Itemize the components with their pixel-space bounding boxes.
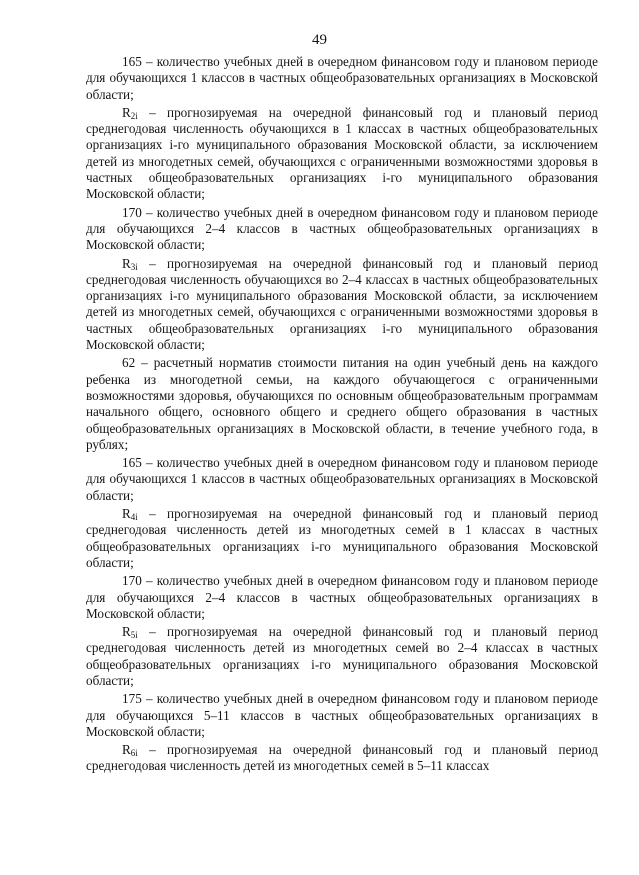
variable-definition-text: – прогнозируемая на очередной финансовый год и плановый период среднегодовая численность детей из многодетных семей во 2–4 классах в частных общеобразовательных организациях i-го муниципального образования Московской области; (86, 624, 598, 688)
variable-definition-paragraph (86, 506, 598, 571)
constant-definition-paragraph: 165 – количество учебных дней в очередном финансовом году и плановом периоде для обучающихся 1 классов в частных общеобразовательных организациях в Московской области; (86, 455, 598, 503)
variable-definition-paragraph (86, 742, 598, 775)
constant-definition-paragraph: 175 – количество учебных дней в очередном финансовом году и плановом периоде для обучающихся 5–11 классов в частных общеобразовательных организациях в Московской области; (86, 691, 598, 739)
variable-definition-paragraph (86, 256, 598, 354)
variable-symbol: R (122, 506, 131, 522)
variable-symbol: R (122, 255, 131, 271)
variable-definition-text: – прогнозируемая на очередной финансовый год и плановый период среднегодовая численность обучающихся во 2–4 классах в частных общеобразовательных организациях i-го муниципального образования Московской области, за исключением детей из многодетных семей, обучающихся с ограниченными возможностями здоровья в частных общеобразовательных организациях i-го муниципального образования Московской области; (86, 255, 598, 353)
page-number: 49 (312, 32, 327, 48)
constant-definition-paragraph: 170 – количество учебных дней в очередном финансовом году и плановом периоде для обучающихся 2–4 классов в частных общеобразовательных организациях в Московской области; (86, 204, 598, 253)
variable-subscript: 4i (130, 512, 138, 523)
variable-definition-paragraph (86, 105, 598, 203)
variable-symbol: R (122, 104, 131, 120)
constant-definition-paragraph: 170 – количество учебных дней в очередном финансовом году и плановом периоде для обучающихся 2–4 классов в частных общеобразовательных организациях в Московской области; (86, 573, 598, 621)
constant-definition-paragraph: 62 – расчетный норматив стоимости питания на один учебный день на каждого ребенка из многодетной семьи, на каждого обучающегося с ограниченными возможностями здоровья, обучающихся по основным общеобразовательным программам начального общего, основного общего и среднего общего образования в частных общеобразовательных организациях в Московской области, в течение учебного года, в рублях; (86, 355, 598, 452)
document-body (86, 54, 598, 777)
variable-subscript: 6i (130, 748, 138, 759)
variable-subscript: 5i (130, 630, 138, 641)
constant-definition-paragraph: 165 – количество учебных дней в очередном финансовом году и плановом периоде для обучающихся 1 классов в частных общеобразовательных организациях в Московской области; (86, 54, 598, 102)
variable-subscript: 2i (130, 111, 138, 122)
variable-definition-text: – прогнозируемая на очередной финансовый год и плановый период среднегодовая численность обучающихся в 1 классах в частных общеобразовательных организациях i-го муниципального образования Московской области, за исключением детей из многодетных семей, обучающихся с ограниченными возможностями здоровья в частных общеобразовательных организациях i-го муниципального образования Московской области; (86, 104, 598, 202)
variable-definition-text: – прогнозируемая на очередной финансовый год и плановый период среднегодовая численность детей из многодетных семей в 5–11 классах (86, 742, 598, 774)
variable-definition-text: – прогнозируемая на очередной финансовый год и плановый период среднегодовая численность детей из многодетных семей в 1 классах в частных общеобразовательных организациях i-го муниципального образования Московской области; (86, 506, 598, 570)
variable-symbol: R (122, 624, 131, 640)
variable-definition-paragraph (86, 624, 598, 689)
variable-symbol: R (122, 742, 131, 758)
variable-subscript: 3i (130, 261, 138, 272)
